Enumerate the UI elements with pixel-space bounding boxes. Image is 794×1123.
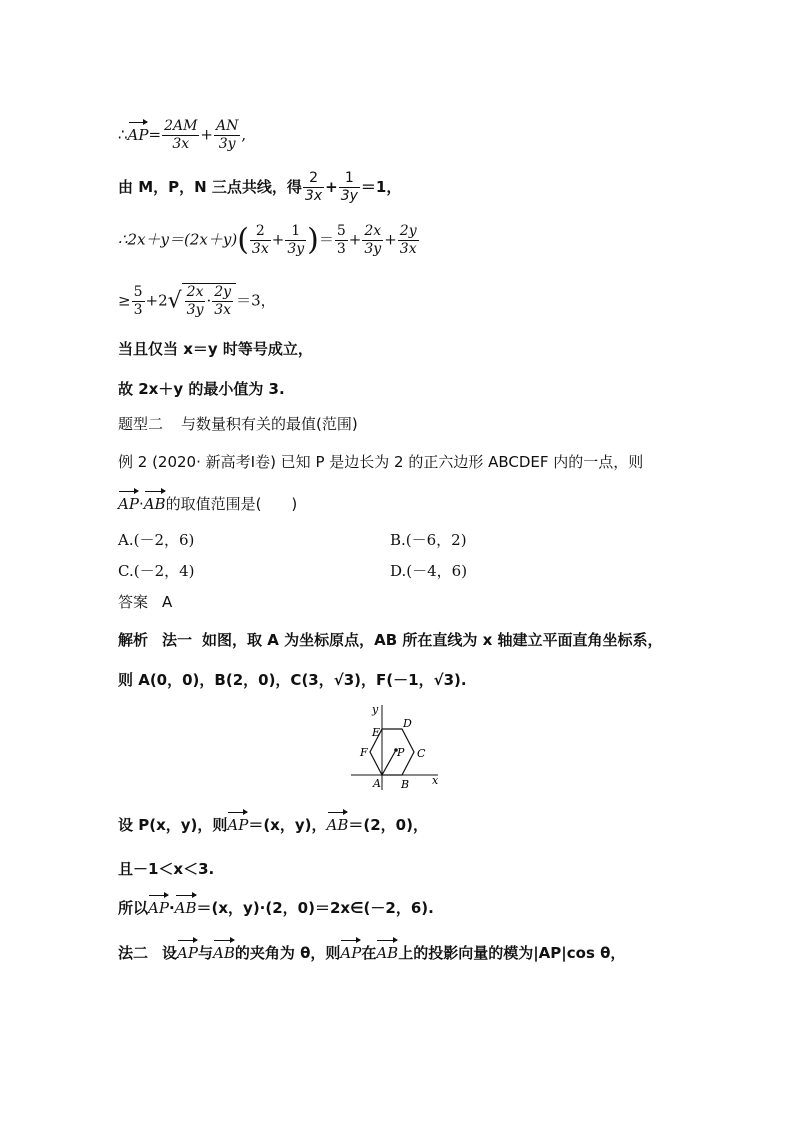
equation-line-4: ≥ $\frac{5}{3}$ +2√ $\frac{2x}{3y}$ · $\frac{2y}{3x}$ ＝3， <box>118 284 276 318</box>
fraction-2-3x: $\frac{2}{3x}$ <box>304 170 323 204</box>
fraction-2y-3x: $\frac{2y}{3x}$ <box>399 223 417 257</box>
fraction-2-3x: $\frac{2}{3x}$ <box>251 223 269 257</box>
option-a: A.(－2，6) <box>118 531 195 549</box>
example-line-2: AP·AB的取值范围是( ) <box>118 495 298 513</box>
equality-condition: 当且仅当 x＝y 时等号成立， <box>118 340 313 358</box>
option-c: C.(－2，4) <box>118 562 195 580</box>
equals-sign: = <box>148 125 162 144</box>
fraction-1-3y: $\frac{1}{3y}$ <box>287 223 305 257</box>
dot-product-line: 所以AP·AB＝(x，y)·(2，0)＝2x∈(－2，6). <box>118 899 434 917</box>
label-y: y <box>372 703 379 716</box>
sqrt-radicand: $\frac{2x}{3y}$ · $\frac{2y}{3x}$ <box>182 283 236 319</box>
plus-sign: + <box>200 125 213 144</box>
option-b: B.(－6，2) <box>390 531 467 549</box>
segment-ap <box>382 750 396 775</box>
example-line-1: 例 2 (2020· 新高考Ⅰ卷) 已知 P 是边长为 2 的正六边形 ABCDEF 内的一点，则 <box>118 453 644 471</box>
solution-method-1: 解析 法一 如图，取 A 为坐标原点，AB 所在直线为 x 轴建立平面直角坐标系， <box>118 631 663 649</box>
fraction-5-3: $\frac{5}{3}$ <box>336 223 346 257</box>
equation-line-2: 由 M，P，N 三点共线，得 $\frac{2}{3x}$ + $\frac{1}{3y}$ ＝1， <box>118 170 402 204</box>
option-d: D.(－4，6) <box>390 562 468 580</box>
label-c: C <box>417 747 426 760</box>
section-heading: 题型二 与数量积有关的最值(范围) <box>118 415 358 433</box>
minimum-conclusion: 故 2x＋y 的最小值为 3. <box>118 380 285 398</box>
answer-value: A <box>162 593 173 611</box>
coordinates-line: 则 A(0，0)，B(2，0)，C(3，√3)，F(－1，√3). <box>118 671 467 689</box>
label-x: x <box>432 774 439 787</box>
fraction-5-3: $\frac{5}{3}$ <box>133 284 143 318</box>
label-f: F <box>360 746 368 759</box>
fraction-1-3y: $\frac{1}{3y}$ <box>340 170 358 204</box>
answer-line: 答案 A <box>118 593 173 611</box>
solution-method-2: 法二 设AP与AB的夹角为 θ，则AP在AB上的投影向量的模为|AP|cos θ， <box>118 944 626 962</box>
fraction-2x-3y: $\frac{2x}{3y}$ <box>364 223 382 257</box>
sqrt-symbol: √ <box>167 288 182 314</box>
therefore-symbol: ∴ <box>118 125 128 144</box>
fraction-an-3y: $\frac{AN}{3y}$ <box>216 118 239 152</box>
label-p: P <box>397 746 405 759</box>
label-d: D <box>403 717 412 730</box>
set-p-line: 设 P(x，y)，则AP＝(x，y)，AB＝(2，0)， <box>118 816 428 834</box>
equation-line-1: ∴AP= $\frac{2AM}{3x}$ + $\frac{AN}{3y}$ , <box>118 118 247 152</box>
vector-ap: AP <box>127 125 149 144</box>
label-b: B <box>401 778 410 791</box>
fraction-2am-3x: $\frac{2AM}{3x}$ <box>164 118 198 152</box>
equation-line-3: ∴2x＋y＝(2x＋y)( $\frac{2}{3x}$ + $\frac{1}{3y}$ )＝ $\frac{5}{3}$ + $\frac{2x}{3y}$ + $\frac{2y}{3x}$ <box>118 222 417 258</box>
label-e: E <box>372 726 381 739</box>
hexagon-figure <box>346 700 446 792</box>
x-range-line: 且－1＜x＜3. <box>118 860 215 878</box>
label-a: A <box>373 777 381 790</box>
